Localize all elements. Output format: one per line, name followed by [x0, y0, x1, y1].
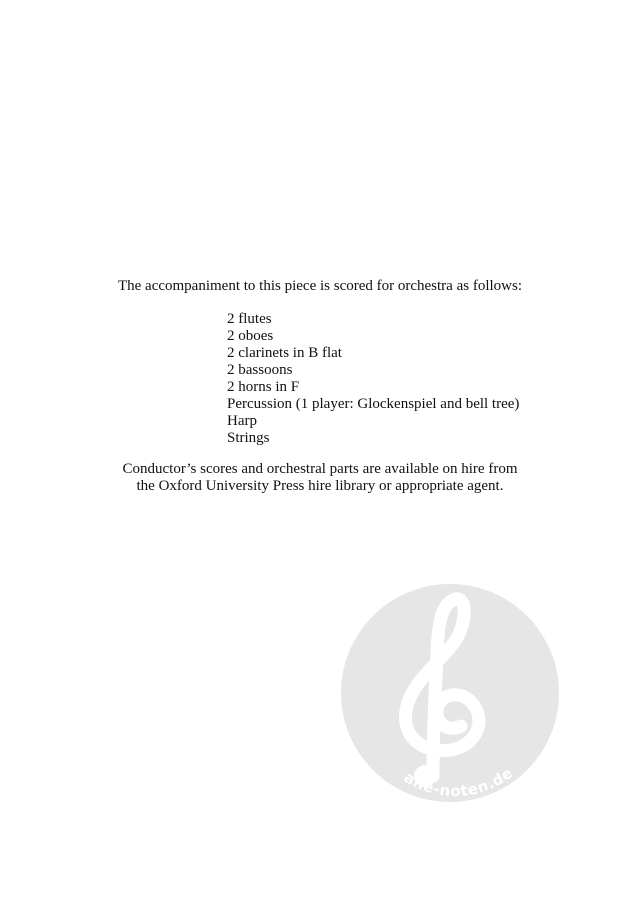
hire-notice-line: Conductor’s scores and orchestral parts are available on hire from	[122, 461, 518, 477]
treble-clef-watermark-icon	[341, 584, 559, 802]
instrument-item: Percussion (1 player: Glockenspiel and bell tree)	[227, 396, 520, 412]
orchestration-intro: The accompaniment to this piece is scored for orchestra as follows:	[117, 278, 523, 294]
instrument-item: Strings	[227, 430, 270, 446]
instrument-item: 2 oboes	[227, 328, 274, 344]
instrument-item: 2 horns in F	[227, 379, 300, 395]
watermark-text: alle-noten.de	[400, 763, 517, 801]
instrument-item: Harp	[227, 413, 257, 429]
hire-notice	[0, 461, 640, 495]
instrument-item: 2 bassoons	[227, 362, 293, 378]
instrument-list	[227, 311, 519, 447]
instrument-item: 2 clarinets in B flat	[227, 345, 342, 361]
hire-notice-line: the Oxford University Press hire library or appropriate agent.	[136, 478, 504, 494]
instrument-item: 2 flutes	[227, 311, 272, 327]
